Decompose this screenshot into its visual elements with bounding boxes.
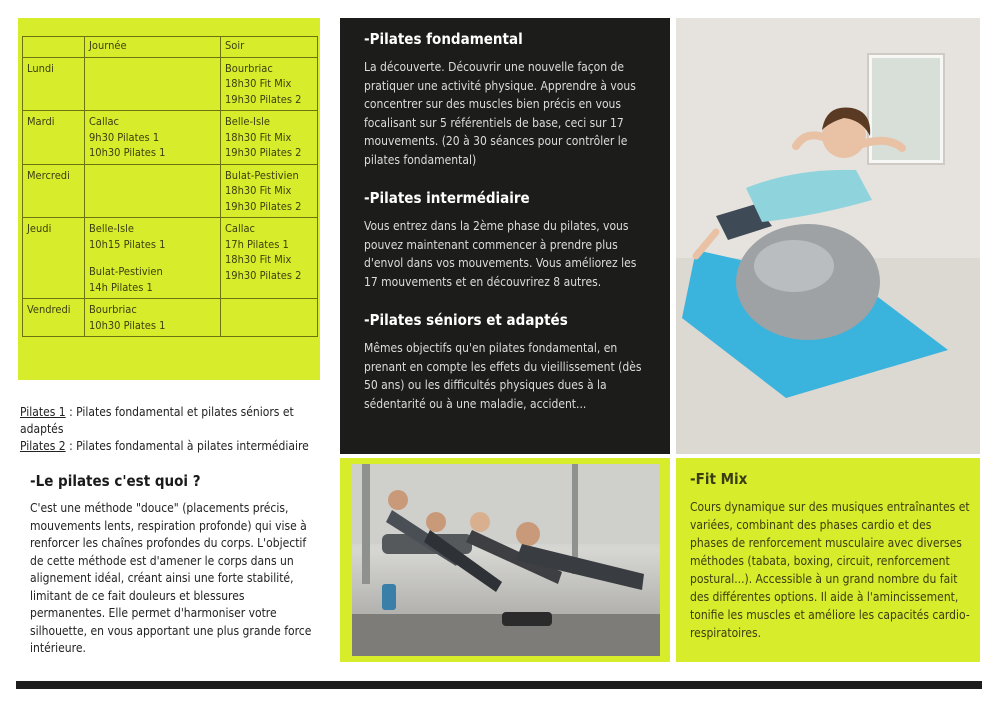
evening-cell [221, 57, 318, 111]
slot: 18h30 Fit Mix [225, 130, 292, 144]
section-title: -Le pilates c'est quoi ? [30, 472, 201, 490]
slot: Bourbriac [225, 61, 273, 75]
section-body: Vous entrez dans la 2ème phase du pilates, vous pouvez maintenant commencer à prendre plus d'envol dans vos mouvements. Vous améliorez les 17 mouvements et en découvrirez 8 autres. [364, 219, 637, 289]
morning-cell [85, 164, 221, 218]
slot: Belle-Isle [225, 115, 270, 128]
evening-cell [221, 111, 318, 165]
table-row [23, 57, 318, 111]
slot-gap [89, 252, 216, 264]
table-row [23, 218, 318, 299]
slot: 19h30 Pilates 2 [225, 199, 302, 213]
section-title: -Pilates séniors et adaptés [364, 311, 568, 329]
photo-fitness-ball [676, 18, 980, 454]
section-body: Cours dynamique sur des musiques entraînantes et variées, combinant des phases cardio et des phases de renforcement musculaire avec diverses méthodes (tabata, boxing, circuit, renforcement postural...). Accessible à un grand nombre du fait des différentes options. Il aide à l'amincissement, tonifie les muscles et améliore les capacités cardio-respiratoires. [690, 500, 970, 640]
section-intermediaire [364, 189, 648, 291]
header-morning: Journée [85, 37, 221, 58]
morning-cell [85, 218, 221, 299]
evening-cell [221, 164, 318, 218]
day-cell: Lundi [23, 57, 85, 111]
schedule-panel [18, 18, 320, 380]
slot: Callac [89, 115, 119, 128]
photo-group-training [352, 464, 660, 656]
slot: 14h Pilates 1 [89, 280, 153, 294]
legend-term: Pilates 2 [20, 439, 66, 453]
day-cell: Vendredi [23, 299, 85, 337]
legend [20, 404, 320, 455]
section-body: Mêmes objectifs qu'en pilates fondamental, en prenant en compte les effets du vieillissement (dès 50 ans) ou les difficultés physiques dues à la sédentarité ou à une maladie, accident... [364, 341, 642, 411]
section-title: -Pilates intermédiaire [364, 189, 530, 207]
slot: 10h30 Pilates 1 [89, 318, 166, 332]
group-training-illustration [352, 464, 660, 656]
what-is-pilates [30, 472, 320, 658]
table-row [23, 111, 318, 165]
section-title: -Fit Mix [690, 470, 748, 488]
slot: Bulat-Pestivien [225, 168, 299, 182]
table-row [23, 299, 318, 337]
fit-mix-panel [676, 458, 980, 662]
slot: 17h Pilates 1 [225, 237, 289, 251]
slot: 19h30 Pilates 2 [225, 92, 302, 106]
section-seniors [364, 311, 648, 413]
section-body: La découverte. Découvrir une nouvelle façon de pratiquer une activité physique. Apprendre à vous concentrer sur des muscles bien précis en vous focalisant sur 5 référentiels de base, ceci sur 17 mouvements. (20 à 30 séances pour contrôler le pilates fondamental) [364, 60, 636, 167]
header-evening: Soir [221, 37, 318, 58]
slot: Callac [225, 222, 255, 235]
day-cell: Jeudi [23, 218, 85, 299]
slot: Bourbriac [89, 303, 137, 316]
slot: Bulat-Pestivien [89, 265, 163, 278]
fitness-ball-illustration [676, 18, 980, 454]
slot: 19h30 Pilates 2 [225, 146, 302, 159]
slot: 18h30 Fit Mix [225, 77, 292, 90]
legend-item-pilates-1 [20, 404, 320, 438]
morning-cell [85, 299, 221, 337]
bottom-divider [16, 681, 982, 689]
day-cell: Mercredi [23, 164, 85, 218]
legend-text: : Pilates fondamental à pilates intermédiaire [65, 439, 309, 453]
pilates-levels-panel [340, 18, 670, 454]
schedule-header-row [23, 37, 318, 58]
slot: 10h30 Pilates 1 [89, 146, 166, 159]
slot: 10h15 Pilates 1 [89, 237, 166, 251]
schedule-table [22, 36, 318, 337]
section-body: C'est une méthode "douce" (placements précis, mouvements lents, respiration profonde) qui vise à renforcer les chaînes profondes du corps. L'objectif de cette méthode est d'amener le corps dans un alignement idéal, créant ainsi une forte stabilité, limitant de ce fait douleurs et blessures permanentes. Elle permet d'harmoniser votre silhouette, en vous apportant une plus grande force intérieure. [30, 501, 312, 655]
legend-item-pilates-2 [20, 438, 320, 455]
table-row [23, 164, 318, 218]
day-cell: Mardi [23, 111, 85, 165]
header-day [23, 37, 85, 58]
slot: 19h30 Pilates 2 [225, 268, 302, 282]
section-fondamental [364, 30, 648, 169]
slot: 18h30 Fit Mix [225, 184, 292, 197]
legend-text: : Pilates fondamental et pilates séniors et adaptés [20, 405, 294, 436]
section-title: -Pilates fondamental [364, 30, 523, 48]
slot: 9h30 Pilates 1 [89, 130, 160, 144]
legend-term: Pilates 1 [20, 405, 66, 419]
slot: 18h30 Fit Mix [225, 253, 292, 266]
photo-group-training-frame [340, 458, 670, 662]
morning-cell [85, 57, 221, 111]
slot: Belle-Isle [89, 222, 134, 235]
morning-cell [85, 111, 221, 165]
evening-cell [221, 218, 318, 299]
evening-cell [221, 299, 318, 337]
